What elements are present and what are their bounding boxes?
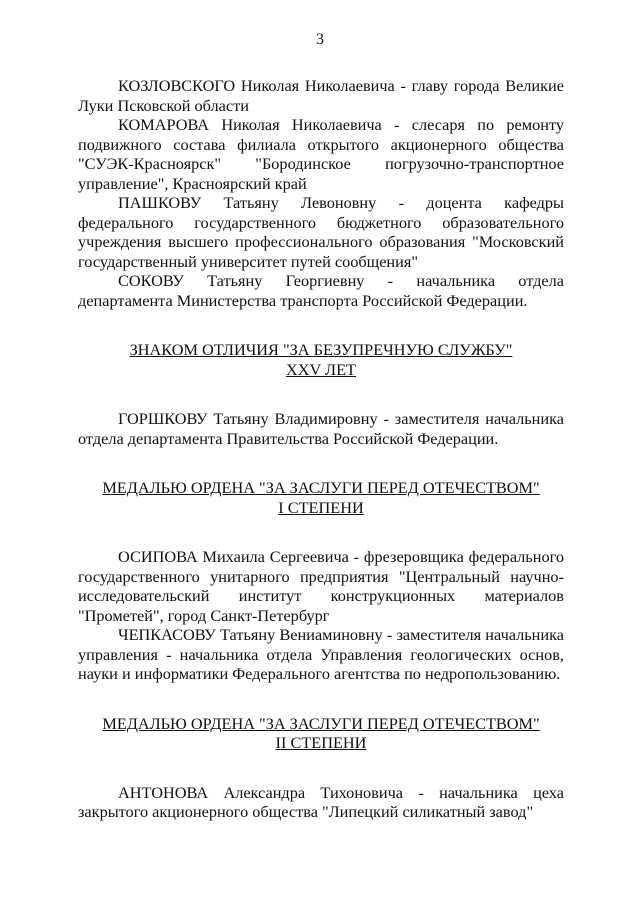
award-entry-gorshkova: ГОРШКОВУ Татьяну Владимировну - заместителя начальника отдела департамента Правительства Российской Федерации. [78, 409, 564, 448]
heading-line: XXV ЛЕТ [286, 359, 356, 379]
heading-line: II СТЕПЕНИ [275, 733, 367, 752]
page-number: 3 [316, 31, 324, 48]
award-entry-kozlovsky: КОЗЛОВСКОГО Николая Николаевича - главу города Великие Луки Псковской области [78, 76, 564, 115]
heading-line: I СТЕПЕНИ [278, 497, 364, 517]
document-body [78, 76, 564, 822]
award-entry-komarov: КОМАРОВА Николая Николаевича - слесаря по ремонту подвижного состава филиала открытого акционерного общества "СУЭК-Красноярск" "Бородинское погрузочно-транспортное управление", Красноярский край [78, 115, 564, 193]
section-heading-medal-second-degree [78, 714, 564, 753]
award-entry-chepkasova: ЧЕПКАСОВУ Татьяну Вениаминовну - заместителя начальника управления - начальника отдела Управления геологических основ, науки и информатики Федерального агентства по недропользованию. [78, 625, 564, 683]
award-entry-pashkova: ПАШКОВУ Татьяну Левоновну - доцента кафедры федерального государственного бюджетного образовательного учреждения высшего профессионального образования "Московский государственный университет путей сообщения" [78, 193, 564, 271]
heading-line: ЗНАКОМ ОТЛИЧИЯ "ЗА БЕЗУПРЕЧНУЮ СЛУЖБУ" [129, 340, 513, 359]
award-entry-osipov: ОСИПОВА Михаила Сергеевича - фрезеровщика федерального государственного унитарного предприятия "Центральный научно-исследовательский институт конструкционных материалов "Прометей", город Санкт-Петербург [78, 547, 564, 625]
heading-line: МЕДАЛЬЮ ОРДЕНА "ЗА ЗАСЛУГИ ПЕРЕД ОТЕЧЕСТВОМ" [102, 478, 540, 497]
heading-line: МЕДАЛЬЮ ОРДЕНА "ЗА ЗАСЛУГИ ПЕРЕД ОТЕЧЕСТВОМ" [102, 713, 540, 733]
section-heading-medal-first-degree [78, 478, 564, 517]
award-entry-sokova: СОКОВУ Татьяну Георгиевну - начальника отдела департамента Министерства транспорта Российской Федерации. [78, 271, 564, 310]
section-heading-impeccable-service [78, 340, 564, 379]
award-entry-antonov: АНТОНОВА Александра Тихоновича - начальника цеха закрытого акционерного общества "Липецкий силикатный завод" [78, 782, 564, 821]
